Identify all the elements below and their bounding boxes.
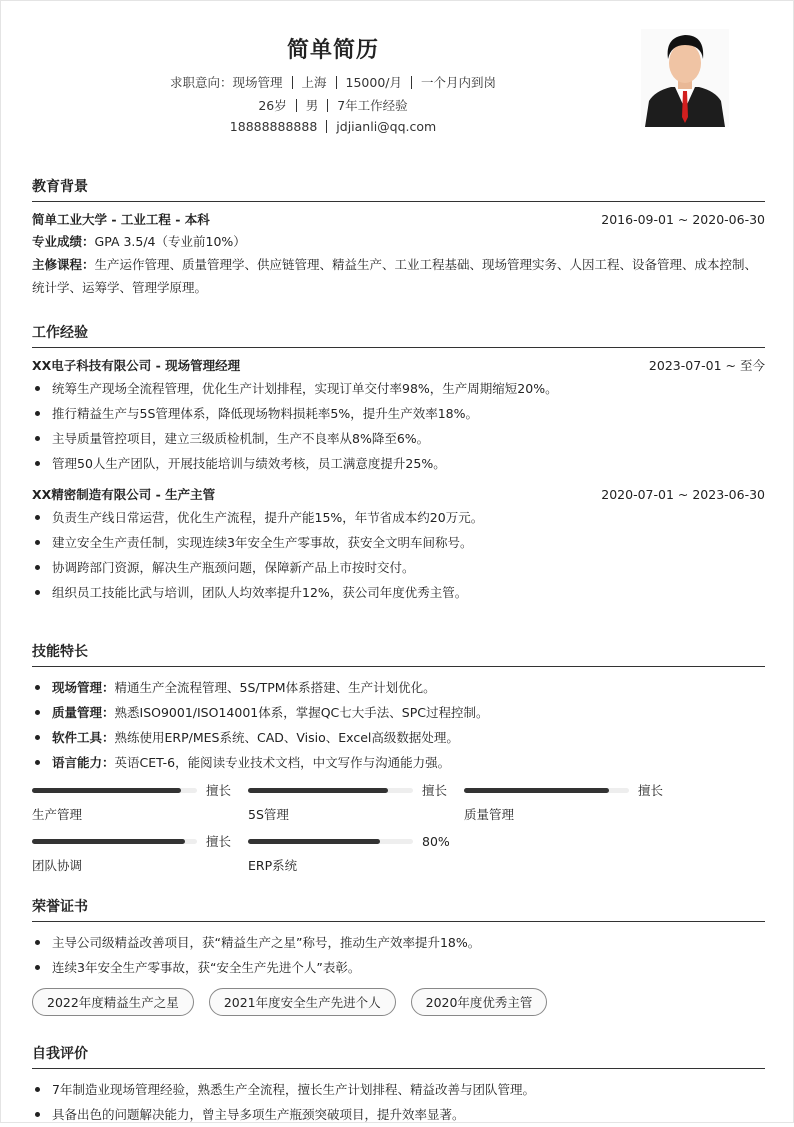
skill-name: ERP系统 (248, 858, 298, 873)
courses: 生产运作管理、质量管理学、供应链管理、精益生产、工业工程基础、现场管理实务、人因工程、设备管理、成本控制、统计学、运筹学、管理学原理。 (32, 257, 758, 295)
skill-name: 生产管理 (32, 807, 83, 822)
list-item: 具备出色的问题解决能力，曾主导多项生产瓶颈突破项目，提升效率显著。 (32, 1102, 765, 1127)
skill-bar-fill (248, 788, 388, 793)
personal-line (1, 96, 665, 114)
salary: 15000/月 (345, 75, 402, 90)
list-item: 协调跨部门资源，解决生产瓶颈问题，保障新产品上市按时交付。 (32, 555, 765, 580)
skill-level: 擅长 (638, 783, 664, 798)
section-title: 自我评价 (32, 1043, 765, 1069)
job-duties (32, 376, 765, 476)
experience: 7年工作经验 (337, 98, 408, 113)
section-title: 工作经验 (32, 322, 765, 348)
skill-name: 团队协调 (32, 858, 83, 873)
resume-header (1, 1, 793, 161)
skill-bar-item (32, 832, 248, 883)
list-item (32, 725, 765, 750)
age: 26岁 (258, 98, 287, 113)
work-section (32, 322, 765, 605)
date-range: 2020-07-01 ~ 2023-06-30 (601, 487, 765, 502)
gpa: GPA 3.5/4（专业前10%） (94, 234, 246, 249)
school-name: 简单工业大学 - 工业工程 - 本科 (32, 212, 210, 227)
date-range: 2016-09-01 ~ 2020-06-30 (601, 212, 765, 227)
list-item: 统筹生产现场全流程管理，优化生产计划排程，实现订单交付率98%，生产周期缩短20%。 (32, 376, 765, 401)
skill-text: 熟练使用ERP/MES系统、CAD、Visio、Excel高级数据处理。 (114, 730, 459, 745)
courses-label: 主修课程： (32, 257, 95, 272)
honor-tag: 2021年度安全生产先进个人 (209, 988, 396, 1016)
skill-bar-fill (464, 788, 609, 793)
skill-bar-track (32, 839, 197, 844)
city: 上海 (301, 75, 327, 90)
list-item (32, 750, 765, 775)
list-item: 主导质量管控项目，建立三级质检机制，生产不良率从8%降至6%。 (32, 426, 765, 451)
gender: 男 (305, 98, 319, 113)
avatar (641, 29, 729, 127)
skill-bar-fill (32, 839, 185, 844)
list-item: 负责生产线日常运营，优化生产流程，提升产能15%，年节省成本约20万元。 (32, 505, 765, 530)
list-item: 推行精益生产与5S管理体系，降低现场物料损耗率5%，提升生产效率18%。 (32, 401, 765, 426)
skill-level: 擅长 (422, 783, 448, 798)
skill-level: 擅长 (206, 834, 232, 849)
skill-bar-fill (32, 788, 181, 793)
self-evaluation-section (32, 1043, 765, 1127)
skill-bar-track (464, 788, 629, 793)
availability: 一个月内到岗 (421, 75, 497, 90)
job-duties (32, 505, 765, 605)
skill-name: 质量管理 (464, 807, 515, 822)
section-title: 教育背景 (32, 176, 765, 202)
skill-text: 英语CET-6，能阅读专业技术文档，中文写作与沟通能力强。 (114, 755, 451, 770)
skill-bar-track (248, 839, 413, 844)
skill-label: 语言能力： (52, 755, 115, 770)
skill-bar-item (248, 781, 464, 832)
skill-bar-item (248, 832, 464, 883)
honor-tags (32, 988, 765, 1016)
contact-line (1, 119, 665, 134)
honors-section (32, 896, 765, 1016)
skill-text: 熟悉ISO9001/ISO14001体系，掌握QC七大手法、SPC过程控制。 (114, 705, 489, 720)
date-range: 2023-07-01 ~ 至今 (648, 358, 765, 373)
list-item: 管理50人生产团队，开展技能培训与绩效考核，员工满意度提升25%。 (32, 451, 765, 476)
section-title: 荣誉证书 (32, 896, 765, 922)
list-item: 建立安全生产责任制，实现连续3年安全生产零事故，获安全文明车间称号。 (32, 530, 765, 555)
page-title: 简单简历 (286, 38, 379, 63)
list-item: 7年制造业现场管理经验，熟悉生产全流程，擅长生产计划排程、精益改善与团队管理。 (32, 1077, 765, 1102)
skill-bar-track (248, 788, 413, 793)
job-intent-line (1, 73, 665, 91)
job-title: XX精密制造有限公司 - 生产主管 (32, 487, 216, 502)
skill-level: 擅长 (206, 783, 232, 798)
section-title: 技能特长 (32, 641, 765, 667)
skill-bar-fill (248, 839, 380, 844)
list-item: 组织员工技能比武与培训，团队人均效率提升12%，获公司年度优秀主管。 (32, 580, 765, 605)
education-section (32, 176, 765, 299)
skill-bar-item (464, 781, 680, 832)
skill-bars (32, 781, 765, 883)
job-title: XX电子科技有限公司 - 现场管理经理 (32, 358, 241, 373)
skills-section (32, 641, 765, 883)
skill-bar-item (32, 781, 248, 832)
skill-text: 精通生产全流程管理、5S/TPM体系搭建、生产计划优化。 (114, 680, 436, 695)
list-item: 连续3年安全生产零事故，获“安全生产先进个人”表彰。 (32, 955, 765, 980)
job-intent: 求职意向：现场管理 (169, 75, 283, 90)
skill-label: 质量管理： (52, 705, 115, 720)
honor-tag: 2022年度精益生产之星 (32, 988, 194, 1016)
list-item (32, 700, 765, 725)
skill-name: 5S管理 (248, 807, 289, 822)
phone: 18888888888 (229, 119, 318, 134)
skill-bar-track (32, 788, 197, 793)
email: jdjianli@qq.com (336, 119, 437, 134)
skill-label: 软件工具： (52, 730, 115, 745)
skill-label: 现场管理： (52, 680, 115, 695)
gpa-label: 专业成绩： (32, 234, 95, 249)
skill-level: 80% (422, 833, 450, 849)
honor-tag: 2020年度优秀主管 (411, 988, 548, 1016)
list-item (32, 675, 765, 700)
list-item: 主导公司级精益改善项目，获“精益生产之星”称号，推动生产效率提升18%。 (32, 930, 765, 955)
